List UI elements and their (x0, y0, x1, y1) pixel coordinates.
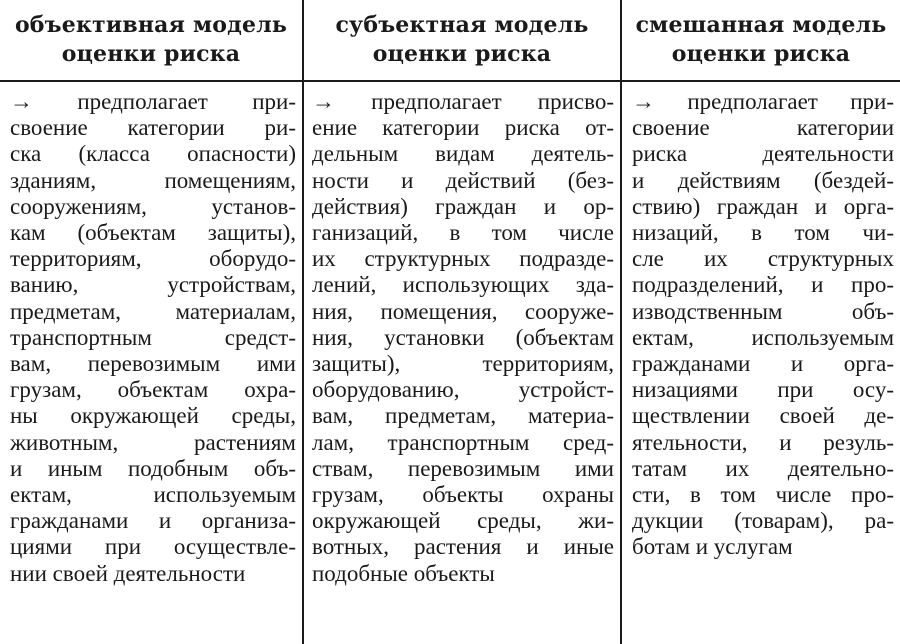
text-line: вотных, растения и иные (312, 534, 614, 560)
text-line: низациями при осу- (632, 377, 894, 403)
column-subject-model (302, 0, 620, 644)
text-line: своение категории ри- (10, 115, 296, 141)
text-line: действия) граждан и ор- (312, 193, 614, 219)
text-line: и иным подобным объ- (10, 455, 296, 481)
text-line: циями при осуществле- (10, 534, 296, 560)
text-line: нии своей деятельности (10, 560, 246, 586)
text-line: сле их структурных (632, 246, 894, 272)
text-line: ванию, устройствам, (10, 272, 296, 298)
column-body-objective (0, 82, 302, 644)
text-line: их структурных подразде- (312, 246, 614, 272)
text-line: вам, предметам, материа- (312, 403, 614, 429)
text-line: дельным видам деятель- (312, 141, 614, 167)
text-line: кам (объектам защиты), (10, 220, 296, 246)
column-header-text: смешанная модель оценки риска (635, 12, 887, 67)
column-header-text: объективная модель оценки риска (14, 12, 288, 67)
text-line: зданиям, помещениям, (10, 167, 296, 193)
text-line: транспортным средст- (10, 324, 296, 350)
column-body-subject (304, 82, 620, 644)
text-line: ботам и услугам (632, 534, 793, 560)
text-line: окружающей среды, жи- (312, 508, 614, 534)
text-line: подобные объекты (312, 560, 495, 586)
text-line: ствию) граждан и орга- (632, 193, 894, 219)
text-line: ение категории риска от- (312, 115, 614, 141)
text-line: ния, установки (объектам (312, 324, 614, 350)
column-header-objective (0, 0, 302, 82)
text-line: дукции (товарам), ра- (632, 508, 894, 534)
text-line: и действиям (бездей- (632, 167, 894, 193)
text-line: своение категории (632, 115, 894, 141)
text-line: подразделений, и про- (632, 272, 894, 298)
column-header-subject (304, 0, 620, 82)
text-line: ны окружающей среды, (10, 403, 296, 429)
text-line: сооружениям, установ- (10, 193, 296, 219)
text-line: → предполагает при- (632, 89, 894, 114)
text-line: лам, транспортным сред- (312, 429, 614, 455)
text-line: ществлении своей де- (632, 403, 894, 429)
text-line: ска (класса опасности) (10, 141, 296, 167)
text-line: изводственным объ- (632, 298, 894, 324)
text-line: гражданами и организа- (10, 508, 296, 534)
column-header-mixed (622, 0, 900, 82)
text-line: вам, перевозимым ими (10, 351, 296, 377)
text-line: ния, помещения, сооруже- (312, 298, 614, 324)
text-line: защиты), территориям, (312, 351, 614, 377)
text-line: ганизаций, в том числе (312, 220, 614, 246)
text-line: гражданами и орга- (632, 351, 894, 377)
text-line: территориям, оборудо- (10, 246, 296, 272)
text-line: предметам, материалам, (10, 298, 296, 324)
text-line: ектам, используемым (10, 482, 296, 508)
text-line: животным, растениям (10, 429, 296, 455)
text-line: ятельности, и резуль- (632, 429, 894, 455)
text-line: татам их деятельно- (632, 455, 894, 481)
text-line: → предполагает присво- (312, 89, 614, 114)
text-line: сти, в том числе про- (632, 482, 894, 508)
column-header-text: субъектная модель оценки риска (335, 12, 589, 67)
text-line: ствам, перевозимым ими (312, 455, 614, 481)
text-line: лений, использующих зда- (312, 272, 614, 298)
text-line: → предполагает при- (10, 89, 296, 114)
text-line: оборудованию, устройст- (312, 377, 614, 403)
column-objective-model (0, 0, 302, 644)
text-line: грузам, объектам охра- (10, 377, 296, 403)
text-line: низаций, в том чи- (632, 220, 894, 246)
column-body-mixed (622, 82, 900, 644)
text-line: грузам, объекты охраны (312, 482, 614, 508)
text-line: ности и действий (без- (312, 167, 614, 193)
text-line: риска деятельности (632, 141, 894, 167)
column-mixed-model (620, 0, 900, 644)
text-line: ектам, используемым (632, 324, 894, 350)
